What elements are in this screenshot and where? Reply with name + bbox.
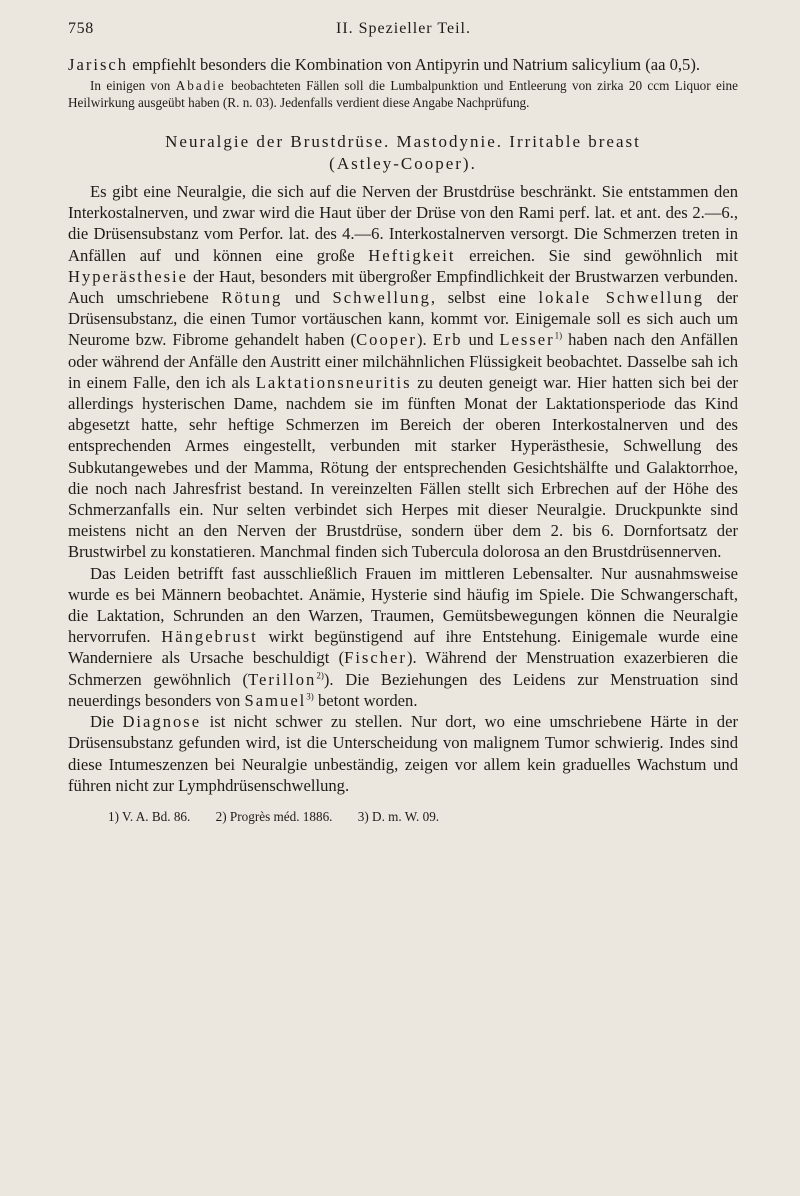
author-name: Jarisch (68, 55, 129, 74)
footnotes (68, 808, 738, 825)
footnote: 2) Progrès méd. 1886. (215, 808, 333, 824)
paragraph-1: Es gibt eine Neuralgie, die sich auf die Nerven der Brustdrüse beschränkt. Sie entstammen den Interkostalnerven, und zwar wird die Haut über der Drüse von den Rami perf. lat. et ant. des 2.—6., die Drüsensubstanz vom Perfor. lat. des 4.—6. Interkostalnerven versorgt. Die Schmerzen treten in Anfällen auf und können eine große Heftigkeit erreichen. Sie sind gewöhnlich mit Hyperästhesie der Haut, besonders mit übergroßer Empfindlichkeit der Brustwarzen verbunden. Auch umschriebene Rötung und Schwellung, selbst eine lokale Schwellung der Drüsensubstanz, die einen Tumor vortäuschen kann, kommt vor. Einigemale soll es sich auch um Neurome bzw. Fibrome gehandelt haben (Cooper). Erb und Lesser$^{1)}$ haben nach den Anfällen oder während der Anfälle den Austritt einer milchähnlichen Flüssigkeit beobachtet. Dasselbe sah ich in einem Falle, den ich als Laktationsneuritis zu deuten geneigt war. Hier hatten sich bei der allerdings hysterischen Dame, nachdem sie im fünften Monat der Laktationsperiode das Kind abgesetzt hatte, sehr heftige Schmerzen im Bereich der oberen Interkostalnerven und des entsprechenden Armes eingestellt, verbunden mit starker Hyperästhesie, Schwellung des Subkutangewebes und der Mamma, Rötung der entsprechenden Gesichtshälfte und Galaktorrhoe, die noch nach Jahresfrist bestand. In vereinzelten Fällen stellt sich Erbrechen auf der Höhe des Schmerzanfalls ein. Nur selten verbindet sich Herpes mit dieser Neuralgie. Druckpunkte sind meistens nicht an den Nerven der Brustdrüse, sondern über dem 2. bis 6. Dornfortsatz der Brustwirbel zu konstatieren. Manchmal finden sich Tubercula dolorosa an den Brustdrüsennerven. (68, 182, 739, 562)
footnote-ref: 2) (316, 670, 324, 681)
emphasis: Rötung (221, 288, 283, 308)
author-name: Abadie (175, 78, 226, 94)
page-header (68, 20, 740, 44)
footnote: 1) V. A. Bd. 86. (108, 808, 191, 824)
footnote-ref: 3) (306, 691, 314, 702)
citation: Samuel (244, 690, 307, 710)
page-content (68, 54, 738, 825)
footnote: 3) D. m. W. 09. (357, 808, 440, 824)
emphasis: Schwellung (332, 288, 431, 308)
section-heading (68, 131, 738, 175)
intro-paragraph: Jarisch empfiehlt besonders die Kombination von Antipyrin und Natrium salicylium (aa 0,5). (68, 55, 701, 74)
emphasis: Hängebrust (161, 627, 258, 647)
paragraph-3: Die Diagnose ist nicht schwer zu stellen. Nur dort, wo eine umschriebene Härte in der Drüsensubstanz gefunden wird, ist die Unterscheidung von malignem Tumor schwierig. Indes sind diese Intumeszenzen bei Neuralgie unbeständig, zeigen vor allem kein graduelles Wachstum und führen nicht zur Lymphdrüsenschwellung. (68, 712, 738, 795)
intro-note: In einigen von Abadie beobachteten Fällen soll die Lumbalpunktion und Entleerung von zirka 20 ccm Liquor eine Heilwirkung ausgeübt haben (R. n. 03). Jedenfalls verdient diese Angabe Nachprüfung. (68, 78, 738, 110)
citation: Fischer (344, 648, 407, 668)
paragraph-2: Das Leiden betrifft fast ausschließlich Frauen im mittleren Lebensalter. Nur ausnahmsweise wurde es bei Männern beobachtet. Anämie, Hysterie sind häufig im Spiele. Die Schwangerschaft, die Laktation, Schrunden an den Warzen, Traumen, Gemütsbewegungen können die Neuralgie hervorrufen. Hängebrust wirkt begünstigend auf ihre Entstehung. Einigemale wurde eine Wanderniere als Ursache beschuldigt (Fischer). Während der Menstruation exazerbieren die Schmerzen gewöhnlich (Terillon$^{2)}$). Die Beziehungen des Leidens zur Menstruation sind neuerdings besonders von Samuel$^{3)}$ betont worden. (68, 563, 738, 710)
emphasis: Heftigkeit (368, 245, 456, 265)
emphasis: Diagnose (122, 712, 202, 732)
citation: Lesser (499, 330, 555, 350)
page-number: 758 (68, 20, 94, 37)
citation: Erb (432, 330, 463, 350)
emphasis: lokale Schwellung (538, 288, 705, 308)
running-title: II. Spezieller Teil. (336, 20, 471, 37)
footnote-ref: 1) (554, 330, 563, 341)
emphasis: Laktationsneuritis (255, 372, 412, 392)
emphasis: Hyperästhesie (68, 266, 188, 286)
section-subtitle: (Astley-Cooper). (329, 154, 477, 174)
citation: Terillon (248, 669, 317, 689)
citation: Cooper (356, 330, 417, 350)
section-title: Neuralgie der Brustdrüse. Mastodynie. Irritable breast (165, 132, 641, 152)
